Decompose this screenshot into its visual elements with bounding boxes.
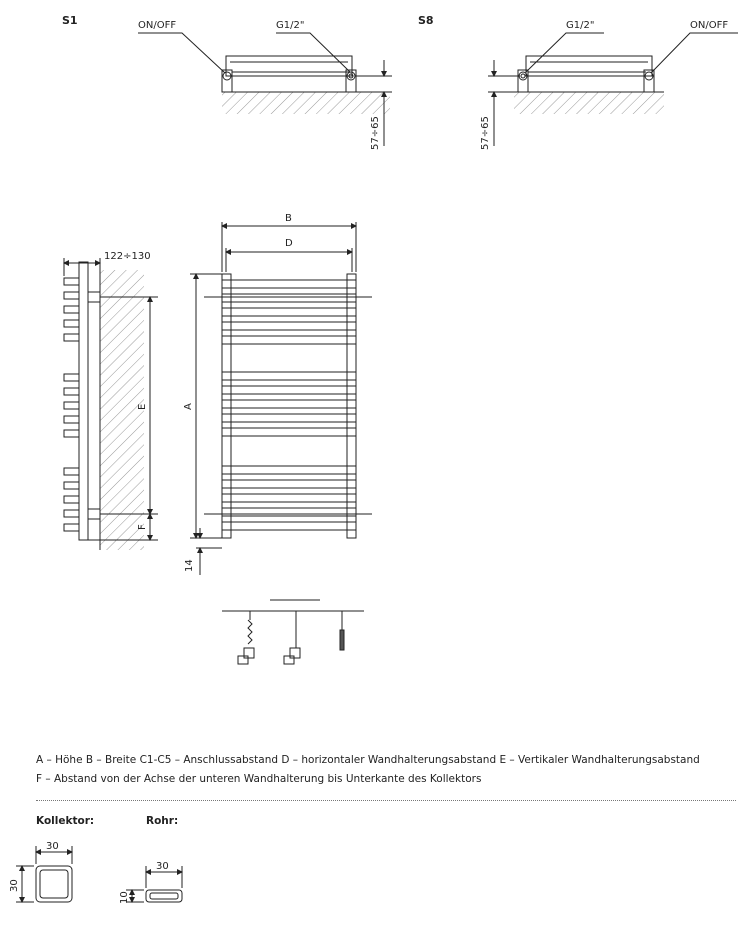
s8-top-view — [418, 14, 738, 146]
s1-dim-label: 57÷65 — [370, 116, 381, 150]
legend-line-2: F – Abstand von der Achse der unteren Wandhalterung bis Unterkante des Kollektors — [36, 773, 482, 785]
s8-onoff-label: ON/OFF — [690, 20, 729, 31]
a-label: A — [183, 403, 194, 410]
s1-title: S1 — [62, 14, 78, 27]
rohr-h-label: 10 — [119, 891, 130, 904]
heating-elements — [222, 600, 364, 664]
s8-title: S8 — [418, 14, 434, 27]
f-label: F — [137, 524, 148, 530]
separator — [36, 800, 736, 801]
depth-label: 122÷130 — [104, 251, 151, 262]
s1-g12-label: G1/2" — [276, 20, 305, 31]
rohr-w-label: 30 — [156, 861, 169, 872]
legend-line-1: A – Höhe B – Breite C1-C5 – Anschlussabstand D – horizontaler Wandhalterungsabstand E – Vertikaler Wandhalterungsabstand — [36, 754, 700, 766]
kollektor-title: Kollektor: — [36, 815, 95, 827]
front-view — [190, 222, 372, 575]
rohr-section — [126, 866, 182, 902]
kollektor-h-label: 30 — [9, 879, 20, 892]
s8-dim-label: 57÷65 — [480, 116, 491, 150]
d-label: D — [285, 238, 293, 249]
s8-g12-label: G1/2" — [566, 20, 595, 31]
b-label: B — [285, 213, 292, 224]
rohr-title: Rohr: — [146, 815, 179, 827]
bottom-dim-label: 14 — [184, 559, 195, 572]
kollektor-section — [16, 846, 72, 902]
e-label: E — [137, 403, 148, 410]
kollektor-w-label: 30 — [46, 841, 59, 852]
s1-onoff-label: ON/OFF — [138, 20, 177, 31]
s1-top-view — [62, 14, 392, 146]
